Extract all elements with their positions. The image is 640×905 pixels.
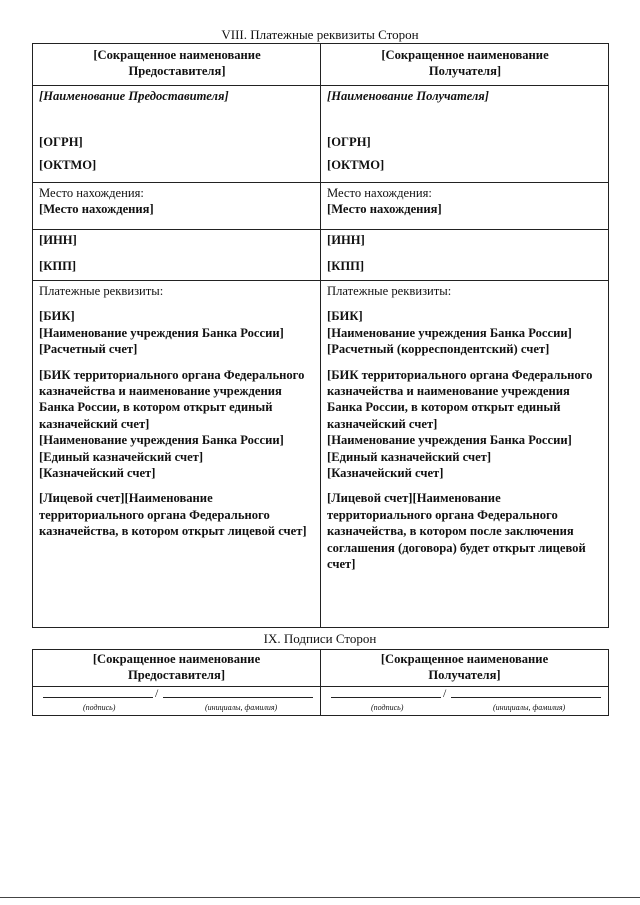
provider-location — [33, 183, 321, 230]
table-row — [33, 687, 609, 716]
recipient-initials-line[interactable] — [451, 697, 601, 698]
provider-bank-name: [Наименование учреждения Банка России] — [39, 325, 284, 340]
payment-details-table — [32, 43, 609, 628]
recipient-treasury-account: [Казначейский счет] — [327, 466, 444, 481]
provider-signature-caption: (подпись) — [83, 703, 116, 712]
recipient-header-line2: Получателя] — [428, 64, 502, 79]
provider-initials-caption: (инициалы, фамилия) — [205, 703, 278, 712]
recipient-single-treasury-account: [Единый казначейский счет] — [327, 449, 492, 464]
recipient-sig-header-line2: Получателя] — [428, 668, 501, 683]
recipient-treasury-bik: [БИК территориального органа Федерального казначейства и наименование учреждения Банка России, в котором открыт единый казначейский счет] — [327, 367, 593, 431]
recipient-signature-line[interactable] — [331, 697, 441, 698]
recipient-bank-name-2: [Наименование учреждения Банка России] — [327, 433, 572, 448]
table-row — [33, 86, 609, 183]
provider-signature-line[interactable] — [43, 697, 153, 698]
provider-single-treasury-account: [Единый казначейский счет] — [39, 449, 204, 464]
provider-location-value: [Место нахождения] — [39, 202, 154, 217]
recipient-inn: [ИНН] — [327, 233, 365, 247]
provider-identity — [33, 86, 321, 183]
provider-header-line2: Предоставителя] — [128, 64, 226, 79]
provider-signature-slash: / — [155, 686, 159, 700]
recipient-bik: [БИК] — [327, 309, 363, 324]
provider-signature-header — [33, 650, 321, 687]
provider-payment-details — [33, 281, 321, 628]
recipient-oktmo: [ОКТМО] — [327, 157, 385, 172]
provider-header — [33, 44, 321, 86]
table-row — [33, 44, 609, 86]
table-row — [33, 650, 609, 687]
recipient-payment-details — [321, 281, 609, 628]
recipient-tax-ids — [321, 230, 609, 281]
table-row — [33, 230, 609, 281]
provider-tax-ids — [33, 230, 321, 281]
recipient-identity — [321, 86, 609, 183]
recipient-signature-caption: (подпись) — [371, 703, 404, 712]
recipient-initials-caption: (инициалы, фамилия) — [493, 703, 566, 712]
recipient-payment-label: Платежные реквизиты: — [327, 284, 452, 298]
provider-location-label: Место нахождения: — [39, 186, 144, 200]
recipient-bank-name: [Наименование учреждения Банка России] — [327, 325, 572, 340]
recipient-header-line1: [Сокращенное наименование — [381, 48, 549, 62]
page-bottom-rule — [0, 897, 640, 898]
recipient-sig-header-line1: [Сокращенное наименование — [380, 652, 549, 666]
recipient-ogrn: [ОГРН] — [327, 135, 371, 150]
provider-bank-name-2: [Наименование учреждения Банка России] — [39, 433, 284, 448]
provider-signature-field[interactable] — [33, 687, 321, 716]
recipient-header — [321, 44, 609, 86]
table-row — [33, 183, 609, 230]
provider-header-line1: [Сокращенное наименование — [93, 48, 261, 62]
recipient-name: [Наименование Получателя] — [327, 89, 489, 103]
provider-name: [Наименование Предоставителя] — [39, 89, 229, 103]
recipient-signature-slash: / — [443, 686, 447, 700]
provider-account: [Расчетный счет] — [39, 342, 138, 357]
provider-sig-header-line2: Предоставителя] — [127, 668, 226, 683]
provider-treasury-bik: [БИК территориального органа Федерального казначейства и наименование учреждения Банка России, в котором открыт единый казначейский счет] — [39, 367, 305, 431]
provider-inn: [ИНН] — [39, 233, 77, 247]
table-row — [33, 281, 609, 628]
provider-bik: [БИК] — [39, 309, 75, 324]
provider-ogrn: [ОГРН] — [39, 135, 83, 150]
recipient-personal-account: [Лицевой счет][Наименование территориального органа Федерального казначейства, в котором после заключения соглашения (договора) будет открыт лицевой счет] — [327, 491, 586, 572]
provider-oktmo: [ОКТМО] — [39, 157, 97, 172]
signatures-table — [32, 649, 609, 716]
provider-initials-line[interactable] — [163, 697, 313, 698]
provider-sig-header-line1: [Сокращенное наименование — [92, 652, 261, 666]
recipient-location-value: [Место нахождения] — [327, 202, 442, 217]
recipient-kpp: [КПП] — [327, 259, 365, 274]
recipient-signature-field[interactable] — [321, 687, 609, 716]
provider-treasury-account: [Казначейский счет] — [39, 466, 156, 481]
recipient-signature-header — [321, 650, 609, 687]
provider-payment-label: Платежные реквизиты: — [39, 284, 164, 298]
provider-kpp: [КПП] — [39, 259, 77, 274]
recipient-account: [Расчетный (корреспондентский) счет] — [327, 342, 550, 357]
provider-personal-account: [Лицевой счет][Наименование территориального органа Федерального казначейства, в котором открыт лицевой счет] — [39, 491, 307, 539]
recipient-location-label: Место нахождения: — [327, 186, 432, 200]
section-title-payment-details: VIII. Платежные реквизиты Сторон — [221, 27, 419, 42]
section-title-signatures: IX. Подписи Сторон — [263, 631, 377, 646]
recipient-location — [321, 183, 609, 230]
